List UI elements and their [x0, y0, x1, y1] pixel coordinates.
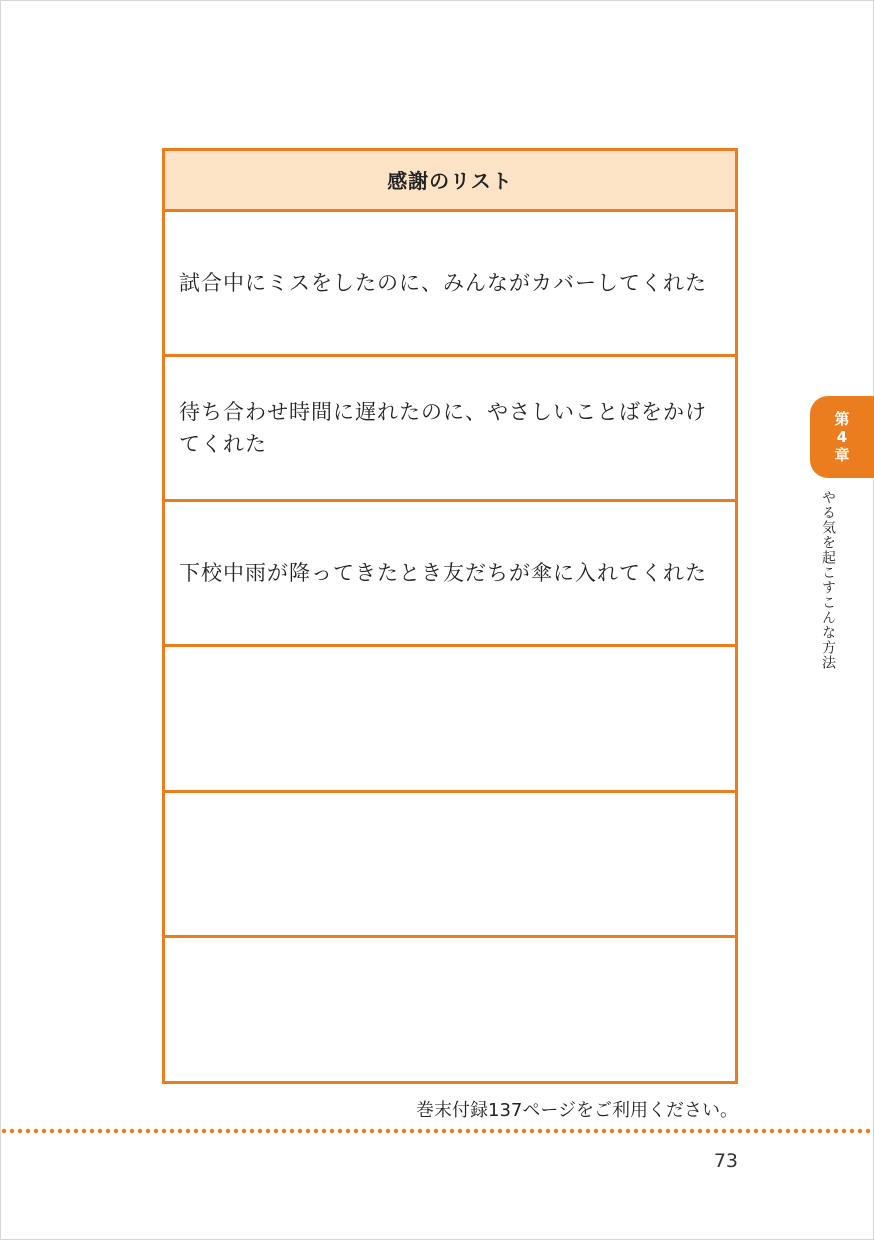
table-row [165, 357, 735, 502]
chapter-subtitle: やる気を起こすこんな方法 [820, 490, 836, 670]
chapter-tab [810, 396, 874, 478]
chapter-tab-line3: 章 [834, 446, 850, 464]
chapter-tab-number: 4 [836, 428, 848, 446]
table-row [165, 502, 735, 647]
appendix-footnote: 巻末付録137ページをご利用ください。 [416, 1100, 738, 1121]
table-header: 感謝のリスト [165, 151, 735, 212]
page-number: 73 [713, 1150, 738, 1172]
row-text: 試合中にミスをしたのに、みんながカバーしてくれた [179, 270, 707, 295]
dotted-divider [0, 1128, 874, 1134]
chapter-tab-line1: 第 [834, 410, 850, 428]
row-text: 下校中雨が降ってきたとき友だちが傘に入れてくれた [179, 561, 707, 586]
gratitude-list-table [162, 148, 738, 1084]
row-text: 待ち合わせ時間に遅れたのに、やさしいことばをかけてくれた [179, 400, 707, 457]
table-row [165, 793, 735, 938]
table-row [165, 647, 735, 792]
table-row [165, 938, 735, 1081]
table-row [165, 212, 735, 357]
